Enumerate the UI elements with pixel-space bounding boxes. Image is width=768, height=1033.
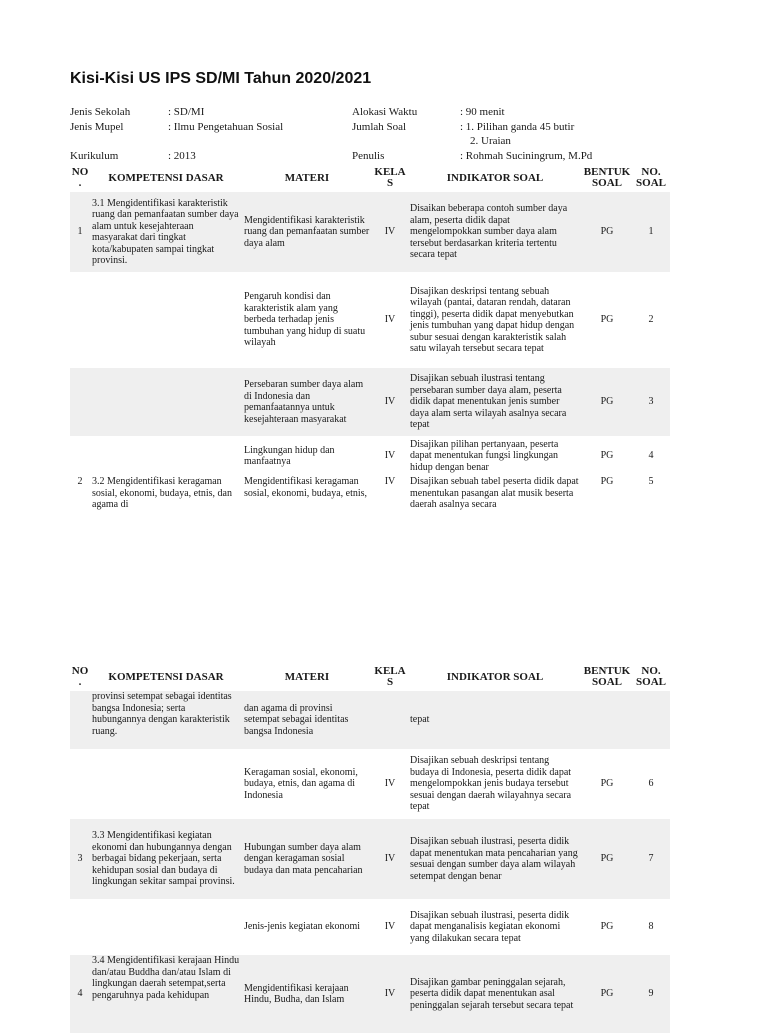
cell-kompetensi-dasar: 3.4 Mengidentifikasi kerajaan Hindu dan/atau Buddha dan/atau Islam di lingkungan daerah setempat,serta pengaruhnya pada kehidupan: [90, 955, 242, 1033]
cell-no: [70, 899, 90, 955]
meta-value-jenis-sekolah: : SD/MI: [168, 106, 205, 118]
cell-no-soal: 9: [632, 955, 670, 1033]
header-kompetensi-dasar: KOMPETENSI DASAR: [108, 670, 224, 683]
header-kelas: KELA S: [374, 665, 406, 688]
header-no-soal: NO. SOAL: [636, 166, 666, 189]
header-bentuk-soal: BENTUK SOAL: [583, 665, 631, 688]
cell-kompetensi-dasar: [90, 899, 242, 955]
cell-indikator: Disajikan pilihan pertanyaan, peserta dapat menentukan fungsi lingkungan hidup dengan benar: [410, 438, 559, 473]
cell-indikator: Disajikan sebuah ilustrasi tentang persebaran sumber daya alam, peserta didik dapat menentukan jenis sumber daya alam serta wilayah asalnya secara tepat: [408, 368, 582, 436]
cell-no: 3: [70, 819, 90, 899]
header-no: NO .: [71, 665, 89, 688]
kisi-kisi-table-page-1: [70, 164, 670, 520]
cell-materi: Jenis-jenis kegiatan ekonomi: [244, 921, 361, 933]
table-row: [70, 819, 670, 899]
meta-value-jumlah-soal-uraian: 2. Uraian: [470, 135, 511, 147]
cell-no: [70, 272, 90, 368]
table-row: [70, 368, 670, 436]
cell-materi: Keragaman sosial, ekonomi, budaya, etnis, dan agama di Indonesia: [244, 766, 358, 801]
meta-label-kurikulum: Kurikulum: [70, 150, 119, 162]
header-indikator-soal: INDIKATOR SOAL: [446, 171, 544, 184]
cell-bentuk: PG: [600, 476, 614, 487]
cell-materi: Lingkungan hidup dan manfaatnya: [244, 444, 335, 467]
header-kelas: KELA S: [374, 166, 406, 189]
cell-no-soal: 4: [648, 450, 654, 462]
cell-kompetensi-dasar: provinsi setempat sebagai identitas bangsa Indonesia; serta hubungannya dengan karakteristik ruang.: [90, 691, 242, 749]
table-header-row: [70, 663, 670, 691]
meta-value-penulis: : Rohmah Suciningrum, M.Pd: [460, 150, 593, 162]
cell-indikator: Disaikan beberapa contoh sumber daya alam, peserta didik dapat mengelompokkan sumber daya alam tersebut berdasarkan kriteria tertentu secara tepat: [408, 192, 582, 272]
cell-bentuk: PG: [582, 955, 632, 1033]
cell-kelas: [372, 691, 408, 749]
cell-bentuk: PG: [600, 450, 614, 462]
cell-indikator: Disajikan deskripsi tentang sebuah wilayah (pantai, dataran rendah, dataran tinggi), peserta didik dapat menyebutkan jenis tumbuhan yang dapat hidup dengan subur sesuai dengan karakteristik salah satu wilayah tersebut secara tepat: [410, 285, 575, 354]
table-row: [70, 192, 670, 272]
meta-label-penulis: Penulis: [352, 150, 385, 162]
cell-kompetensi-dasar: 3.3 Mengidentifikasi kegiatan ekonomi dan hubungannya dengan berbagai bidang pekerjaan, serta kehidupan sosial dan budaya di lingkungan sekitar sampai provinsi.: [90, 819, 242, 899]
header-materi: MATERI: [284, 670, 330, 683]
meta-label-jenis-sekolah: Jenis Sekolah: [70, 106, 131, 118]
cell-no-soal: 3: [632, 368, 670, 436]
cell-kelas: IV: [372, 819, 408, 899]
cell-kelas: IV: [372, 955, 408, 1033]
cell-kompetensi-dasar: 3.1 Mengidentifikasi karakteristik ruang dan pemanfaatan sumber daya alam untuk kesejahteraan masyarakat dari tingkat kota/kabupaten sampai tingkat provinsi.: [90, 192, 242, 272]
cell-kompetensi-dasar: [90, 749, 242, 819]
cell-bentuk: PG: [582, 192, 632, 272]
table-row: [70, 436, 670, 476]
cell-no-soal: 5: [648, 476, 654, 487]
cell-no-soal: 8: [648, 921, 654, 933]
cell-bentuk: PG: [582, 368, 632, 436]
meta-label-alokasi-waktu: Alokasi Waktu: [352, 106, 418, 118]
document-title: Kisi-Kisi US IPS SD/MI Tahun 2020/2021: [70, 70, 372, 87]
meta-value-jumlah-soal: : 1. Pilihan ganda 45 butir: [460, 121, 575, 133]
meta-label-jenis-mupel: Jenis Mupel: [70, 121, 124, 133]
meta-value-jenis-mupel: : Ilmu Pengetahuan Sosial: [168, 121, 284, 133]
cell-no: [70, 436, 90, 476]
header-kompetensi-dasar: KOMPETENSI DASAR: [108, 171, 224, 184]
header-no: NO .: [71, 166, 89, 189]
header-no-soal: NO. SOAL: [636, 665, 666, 688]
meta-value-kurikulum: : 2013: [168, 150, 196, 162]
table-row: [70, 955, 670, 1033]
cell-indikator: Disajikan gambar peninggalan sejarah, peserta didik dapat menentukan asal peninggalan sejarah tersebut secara tepat: [408, 955, 582, 1033]
table-row: [70, 749, 670, 819]
cell-materi: Pengaruh kondisi dan karakteristik alam yang berbeda terhadap jenis tumbuhan yang hidup di suatu wilayah: [244, 291, 366, 349]
cell-indikator: Disajikan sebuah tabel peserta didik dapat menentukan pasangan alat musik beserta daerah asalnya secara: [410, 476, 579, 510]
cell-no: [70, 368, 90, 436]
cell-no: 4: [70, 955, 90, 1033]
cell-materi: Hubungan sumber daya alam dengan keragaman sosial budaya dan mata pencaharian: [242, 819, 372, 899]
cell-kompetensi-dasar: 3.2 Mengidentifikasi keragaman sosial, ekonomi, budaya, etnis, dan agama di: [92, 476, 232, 510]
cell-no-soal: [632, 691, 670, 749]
cell-no-soal: 6: [648, 778, 654, 790]
header-materi: MATERI: [284, 171, 330, 184]
cell-indikator: Disajikan sebuah deskripsi tentang budaya di Indonesia, peserta didik dapat mengelompokkan jenis budaya tersebut sesuai dengan daerah wilayahnya secara tepat: [410, 755, 572, 813]
cell-kompetensi-dasar: [90, 272, 242, 368]
meta-value-alokasi-waktu: : 90 menit: [460, 106, 505, 118]
kisi-kisi-table-page-2: [70, 663, 670, 1033]
cell-indikator: Disajikan sebuah ilustrasi, peserta didik dapat menentukan mata pencaharian yang sesuai dengan sumber daya alam wilayah setempat dengan benar: [408, 819, 582, 899]
header-indikator-soal: INDIKATOR SOAL: [446, 670, 544, 683]
cell-no: 1: [70, 192, 90, 272]
document-page-2: [0, 660, 768, 1024]
cell-bentuk: [582, 691, 632, 749]
cell-indikator: Disajikan sebuah ilustrasi, peserta didik dapat menganalisis kegiatan ekonomi yang dilakukan secara tepat: [410, 909, 570, 944]
cell-kelas: IV: [384, 921, 396, 933]
cell-materi: Mengidentifikasi kerajaan Hindu, Budha, dan Islam: [242, 955, 372, 1033]
cell-kompetensi-dasar: [90, 368, 242, 436]
cell-kelas: IV: [384, 314, 396, 326]
cell-bentuk: PG: [600, 778, 614, 790]
cell-no-soal: 1: [632, 192, 670, 272]
cell-bentuk: PG: [600, 921, 614, 933]
cell-no: [70, 691, 90, 749]
cell-kelas: IV: [384, 778, 396, 790]
cell-no-soal: 7: [632, 819, 670, 899]
cell-materi: Persebaran sumber daya alam di Indonesia dan pemanfaatannya untuk kesejahteraan masyarakat: [242, 368, 372, 436]
cell-no: [70, 749, 90, 819]
cell-bentuk: PG: [582, 819, 632, 899]
cell-no-soal: 2: [648, 314, 654, 326]
cell-kelas: IV: [372, 368, 408, 436]
cell-bentuk: PG: [600, 314, 614, 326]
meta-label-jumlah-soal: Jumlah Soal: [352, 121, 407, 133]
table-row: [70, 899, 670, 955]
cell-indikator: tepat: [408, 691, 582, 749]
cell-no: 2: [77, 476, 83, 487]
cell-kelas: IV: [384, 450, 396, 462]
cell-kompetensi-dasar: [90, 436, 242, 476]
cell-materi: Mengidentifikasi karakteristik ruang dan pemanfaatan sumber daya alam: [242, 192, 372, 272]
header-bentuk-soal: BENTUK SOAL: [583, 166, 631, 189]
cell-materi: dan agama di provinsi setempat sebagai identitas bangsa Indonesia: [242, 691, 372, 749]
table-row: [70, 691, 670, 749]
cell-kelas: IV: [384, 476, 396, 487]
cell-kelas: IV: [372, 192, 408, 272]
table-row: [70, 272, 670, 368]
table-header-row: [70, 164, 670, 192]
cell-materi: Mengidentifikasi keragaman sosial, ekonomi, budaya, etnis,: [244, 476, 368, 499]
table-row: [70, 476, 670, 520]
